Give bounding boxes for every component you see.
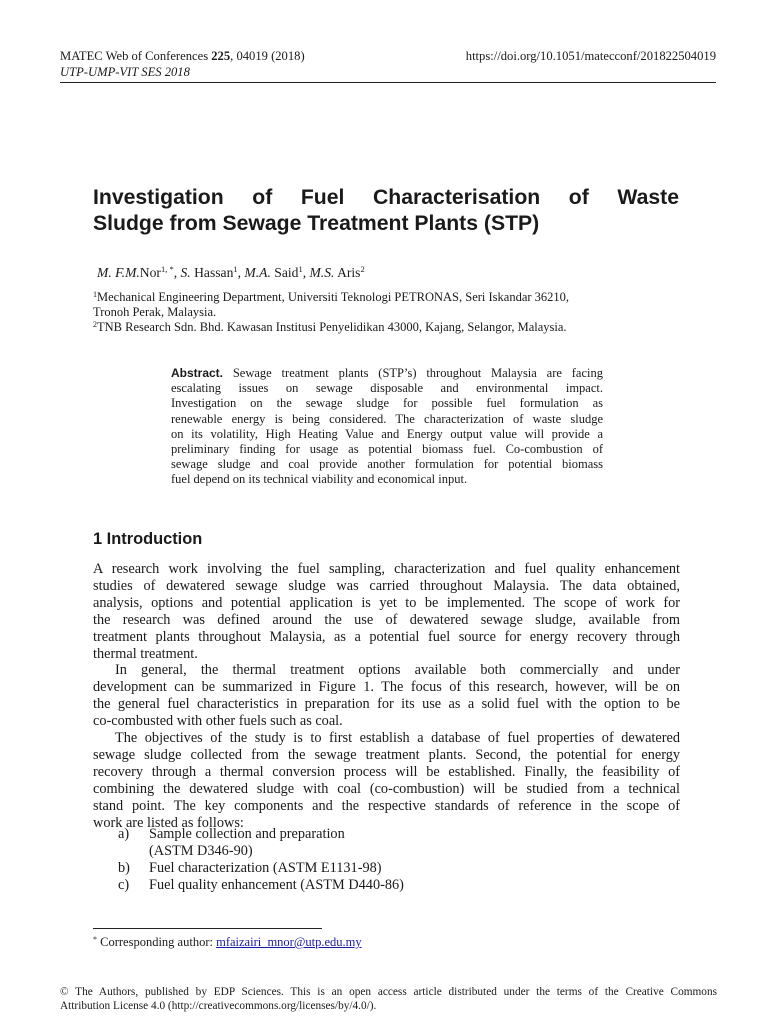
author: M. F.M.Nor$^{1, *}$ [97, 264, 174, 280]
list-text: (ASTM D346-90) [149, 842, 253, 859]
abstract-line: escalating issues on sewage disposable and environmental impact. [171, 381, 603, 396]
abstract-line: Abstract. Sewage treatment plants (STP’s) throughout Malaysia are facing [171, 366, 603, 380]
section-heading: 1 Introduction [93, 530, 203, 548]
body-line: analysis, options and potential application is yet to be implemented. The scope of work for [93, 594, 680, 611]
list-marker: a) [118, 826, 130, 842]
abstract-line: Investigation on the sewage sludge for possible fuel formulation as [171, 396, 603, 411]
author: M.A. Said$^1$ [244, 264, 303, 280]
author: S. Hassan$^1$ [180, 264, 238, 280]
author-list: M. F.M.Nor$^{1, *}$, S. Hassan$^1$, M.A. Said$^1$, M.S. Aris$^2$ [97, 264, 365, 280]
copyright-line: Attribution License 4.0 (http://creativecommons.org/licenses/by/4.0/). [60, 1000, 377, 1012]
title-line: Sludge from Sewage Treatment Plants (STP) [93, 212, 540, 235]
abstract-line: sewage sludge and coal provide another formulation for potential biomass [171, 457, 603, 472]
body-line: A research work involving the fuel sampling, characterization and fuel quality enhancement [93, 561, 680, 577]
footnote-rule [93, 928, 322, 929]
abstract [171, 366, 603, 488]
list-text: Sample collection and preparation [149, 826, 345, 842]
affiliations [93, 290, 569, 336]
doi-link[interactable]: https://doi.org/10.1051/matecconf/201822504019 [465, 49, 716, 63]
affiliation-1-cont: Tronoh Perak, Malaysia. [93, 305, 217, 320]
body-line: stand point. The key components and the respective standards of reference in the scope of [93, 797, 680, 814]
body-line: thermal treatment. [93, 645, 198, 662]
body-line: development can be summarized in Figure 1. The focus of this research, however, will be on [93, 679, 680, 696]
footnote-marker: * [93, 935, 97, 944]
list-text: Fuel quality enhancement (ASTM D440-86) [149, 876, 404, 893]
body-line: In general, the thermal treatment options available both commercially and under [115, 662, 680, 679]
journal-name: MATEC Web of Conferences [60, 49, 212, 63]
body-line: sewage sludge collected from the sewage treatment plants. Second, the potential for energy [93, 746, 680, 763]
journal-volume: 225 [211, 49, 231, 63]
body-line: the research was defined around the use of dewatered sewage sludge, available from [93, 611, 680, 628]
body-line: co-combusted with other fuels such as coal. [93, 713, 343, 730]
abstract-line: on its volatility, High Heating Value and Energy output value will provide a [171, 426, 603, 441]
body-line: work are listed as follows: [93, 814, 244, 831]
abstract-line: renewable energy is being considered. The characterization of waste sludge [171, 411, 603, 426]
affiliation-2: $^2$TNB Research Sdn. Bhd. Kawasan Institusi Penyelidikan 43000, Kajang, Selangor, Malaysia. [93, 320, 567, 335]
abstract-line: fuel depend on its technical viability and economical input. [171, 472, 468, 487]
affiliation-1: $^1$Mechanical Engineering Department, Universiti Teknologi PETRONAS, Seri Iskandar 36210, [93, 290, 570, 304]
abstract-line: preliminary finding for usage as potential biomass fuel. Co-combustion of [171, 442, 603, 457]
list-text: Fuel characterization (ASTM E1131-98) [149, 859, 382, 876]
intro-body [93, 561, 680, 832]
copyright-line: © The Authors, published by EDP Sciences. This is an open access article distributed under the terms of the Creative Commons [60, 986, 717, 998]
conference-name: UTP-UMP-VIT SES 2018 [60, 65, 190, 79]
body-line: studies of dewatered sewage sludge was carried throughout Malaysia. The data obtained, [93, 577, 680, 594]
header-rule [60, 82, 716, 83]
paper-title [93, 185, 679, 237]
list-marker: b) [118, 859, 130, 876]
footnote [93, 935, 362, 950]
body-line: The objectives of the study is to first establish a database of fuel properties of dewatered [115, 730, 680, 747]
title-line: Investigation of Fuel Characterisation of Waste [93, 186, 679, 209]
body-line: recovery through a thermal conversion process will be established. Finally, the feasibility of [93, 763, 680, 780]
body-line: treatment plants throughout Malaysia, as a potential fuel source for energy recovery through [93, 628, 680, 645]
abstract-label: Abstract. [171, 366, 224, 380]
list-marker: c) [118, 876, 130, 893]
author: M.S. Aris$^2$ [309, 264, 365, 280]
footnote-label: Corresponding author: [97, 935, 217, 949]
body-line: combining the dewatered sludge with coal (co-combustion) will be studied from a technical [93, 780, 680, 797]
body-line: the general fuel characteristics in preparation for its use as a solid fuel with the option to be [93, 696, 680, 713]
copyright-notice [60, 985, 717, 1013]
running-header [60, 48, 716, 64]
article-ref: , 04019 (2018) [230, 49, 305, 63]
author-email-link[interactable]: mfaizairi_mnor@utp.edu.my [216, 935, 362, 949]
